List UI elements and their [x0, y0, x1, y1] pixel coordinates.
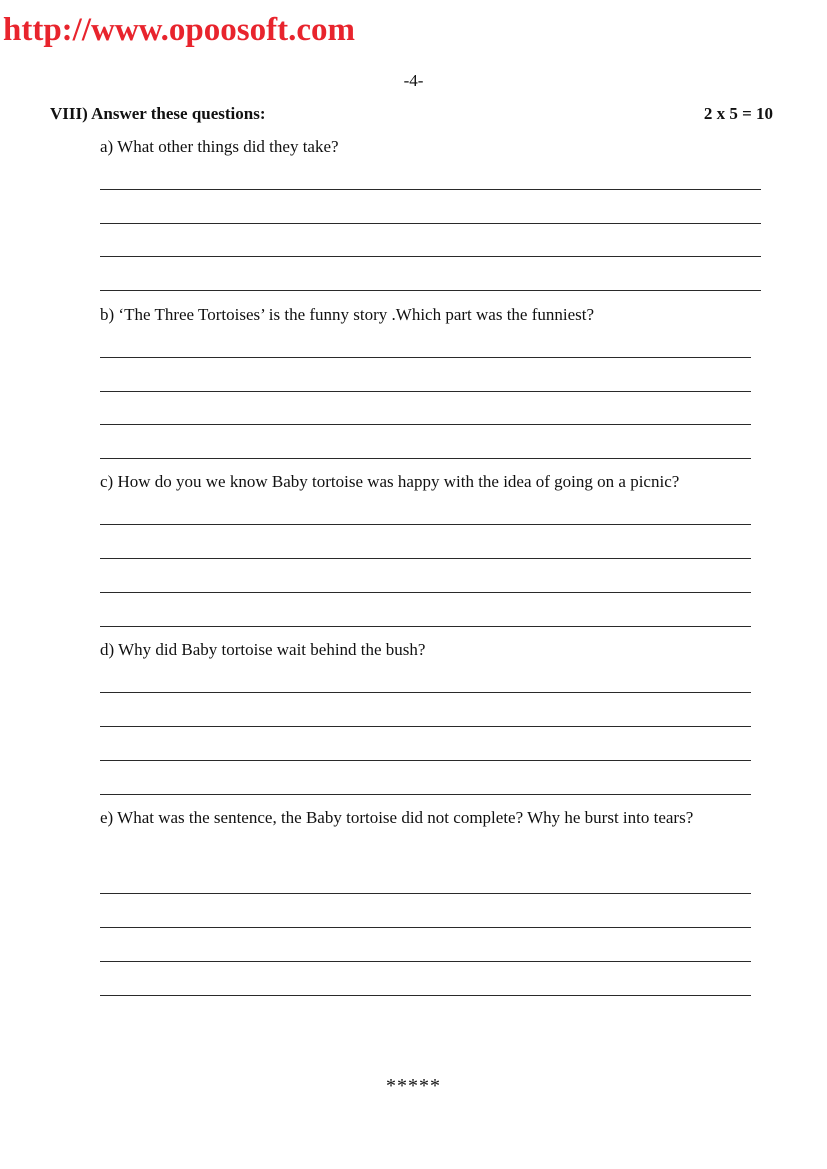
- question-b: b) ‘The Three Tortoises’ is the funny story .Which part was the funniest?: [100, 305, 595, 324]
- answer-line[interactable]: [100, 794, 751, 795]
- page-number: -4-: [403, 71, 424, 90]
- answer-line[interactable]: [100, 424, 751, 425]
- answer-line[interactable]: [100, 592, 751, 593]
- question-a: a) What other things did they take?: [100, 137, 339, 156]
- section-marks: 2 x 5 = 10: [703, 104, 773, 123]
- answer-line[interactable]: [100, 558, 751, 559]
- answer-line[interactable]: [100, 223, 761, 224]
- answer-line[interactable]: [100, 726, 751, 727]
- answer-line[interactable]: [100, 290, 761, 291]
- answer-line[interactable]: [100, 357, 751, 358]
- end-of-paper-mark: *****: [386, 1075, 441, 1097]
- answer-line[interactable]: [100, 524, 751, 525]
- question-d: d) Why did Baby tortoise wait behind the bush?: [100, 640, 426, 659]
- answer-line[interactable]: [100, 893, 751, 894]
- answer-line[interactable]: [100, 458, 751, 459]
- question-c: c) How do you we know Baby tortoise was happy with the idea of going on a picnic?: [100, 472, 680, 491]
- answer-line[interactable]: [100, 961, 751, 962]
- answer-line[interactable]: [100, 391, 751, 392]
- section-title: VIII) Answer these questions:: [50, 104, 266, 123]
- answer-line[interactable]: [100, 995, 751, 996]
- watermark-url: http://www.opoosoft.com: [3, 12, 355, 48]
- answer-line[interactable]: [100, 760, 751, 761]
- answer-line[interactable]: [100, 927, 751, 928]
- question-e: e) What was the sentence, the Baby tortoise did not complete? Why he burst into tears?: [100, 808, 694, 827]
- answer-line[interactable]: [100, 189, 761, 190]
- answer-line[interactable]: [100, 626, 751, 627]
- answer-line[interactable]: [100, 256, 761, 257]
- answer-line[interactable]: [100, 692, 751, 693]
